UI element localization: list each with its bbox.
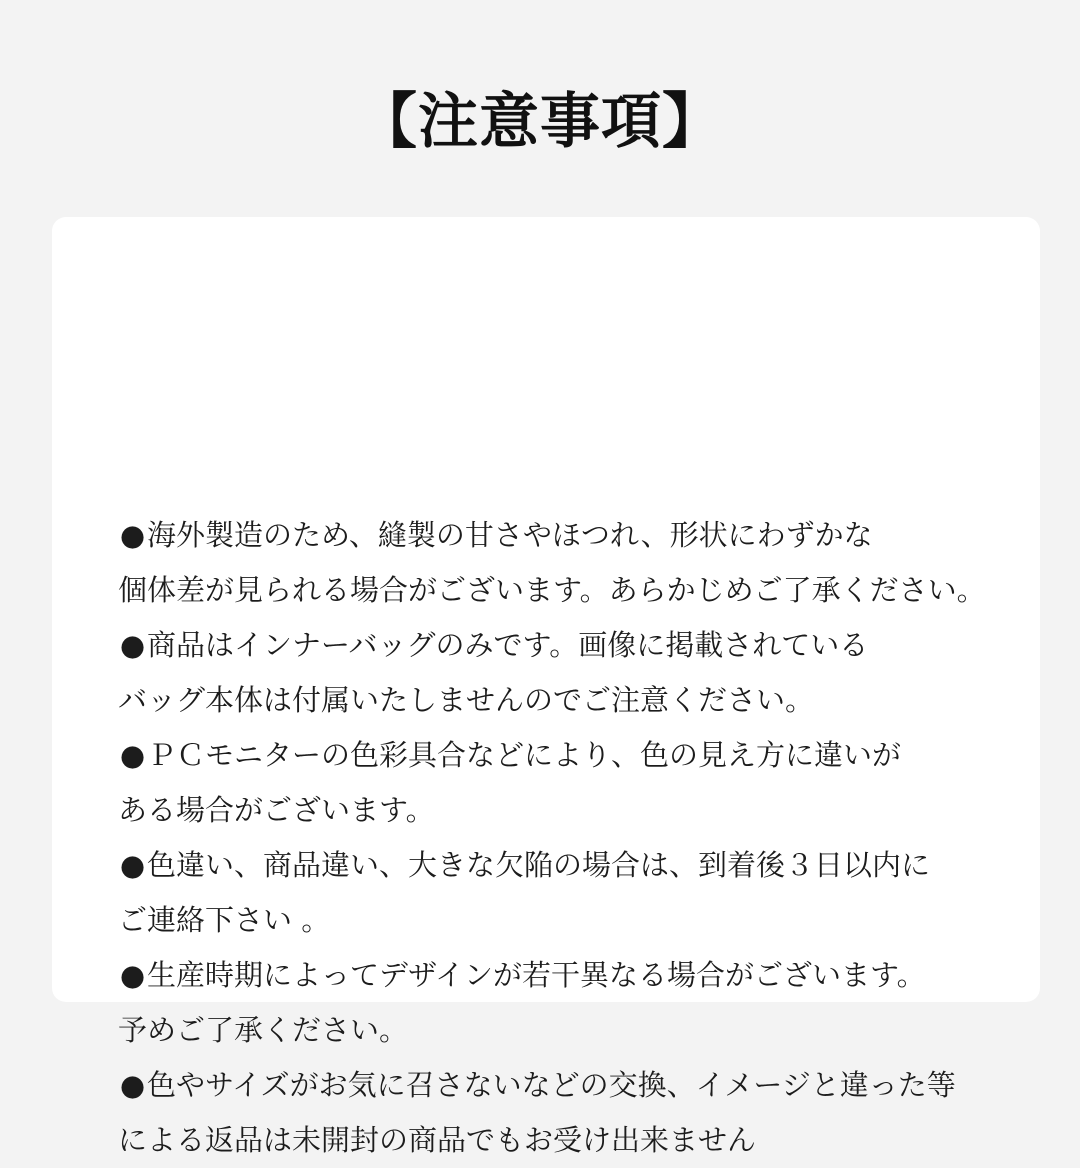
note-item bbox=[118, 838, 1018, 948]
note-line bbox=[118, 728, 1018, 783]
note-text: 色やサイズがお気に召さないなどの交換、イメージと違った等 bbox=[147, 1068, 956, 1102]
note-line bbox=[118, 618, 1018, 673]
note-line: 個体差が見られる場合がございます。あらかじめご了承ください。 bbox=[118, 573, 986, 607]
note-item bbox=[118, 508, 1018, 618]
bullet-icon: ● bbox=[119, 1068, 146, 1102]
bullet-icon: ● bbox=[119, 848, 146, 882]
bullet-icon: ● bbox=[119, 628, 146, 662]
note-text: ＰＣモニターの色彩具合などにより、色の見え方に違いが bbox=[147, 738, 902, 772]
note-line: ご連絡下さい 。 bbox=[118, 903, 331, 937]
note-line bbox=[118, 948, 1018, 1003]
note-item bbox=[118, 948, 1018, 1058]
note-text: 海外製造のため、縫製の甘さやほつれ、形状にわずかな bbox=[147, 518, 873, 552]
page-title: 【注意事項】 bbox=[357, 87, 723, 157]
note-line: バッグ本体は付属いたしませんのでご注意ください。 bbox=[118, 683, 815, 717]
note-text: 生産時期によってデザインが若干異なる場合がございます。 bbox=[147, 958, 926, 992]
notes-list bbox=[118, 508, 1018, 1168]
notes-card bbox=[52, 217, 1040, 1157]
bullet-icon: ● bbox=[119, 738, 146, 772]
bullet-icon: ● bbox=[119, 518, 146, 552]
note-item bbox=[118, 618, 1018, 728]
note-item bbox=[118, 728, 1018, 838]
note-line bbox=[118, 508, 1018, 563]
note-line: による返品は未開封の商品でもお受け出来ません bbox=[118, 1123, 757, 1157]
note-line bbox=[118, 838, 1018, 893]
note-text: 商品はインナーバッグのみです。画像に掲載されている bbox=[147, 628, 869, 662]
bullet-icon: ● bbox=[119, 958, 146, 992]
note-item bbox=[118, 1058, 1018, 1168]
note-line: ある場合がございます。 bbox=[118, 793, 435, 827]
note-line: 予めご了承ください。 bbox=[118, 1013, 409, 1047]
note-line bbox=[118, 1058, 1018, 1113]
note-text: 色違い、商品違い、大きな欠陥の場合は、到着後３日以内に bbox=[147, 848, 931, 882]
